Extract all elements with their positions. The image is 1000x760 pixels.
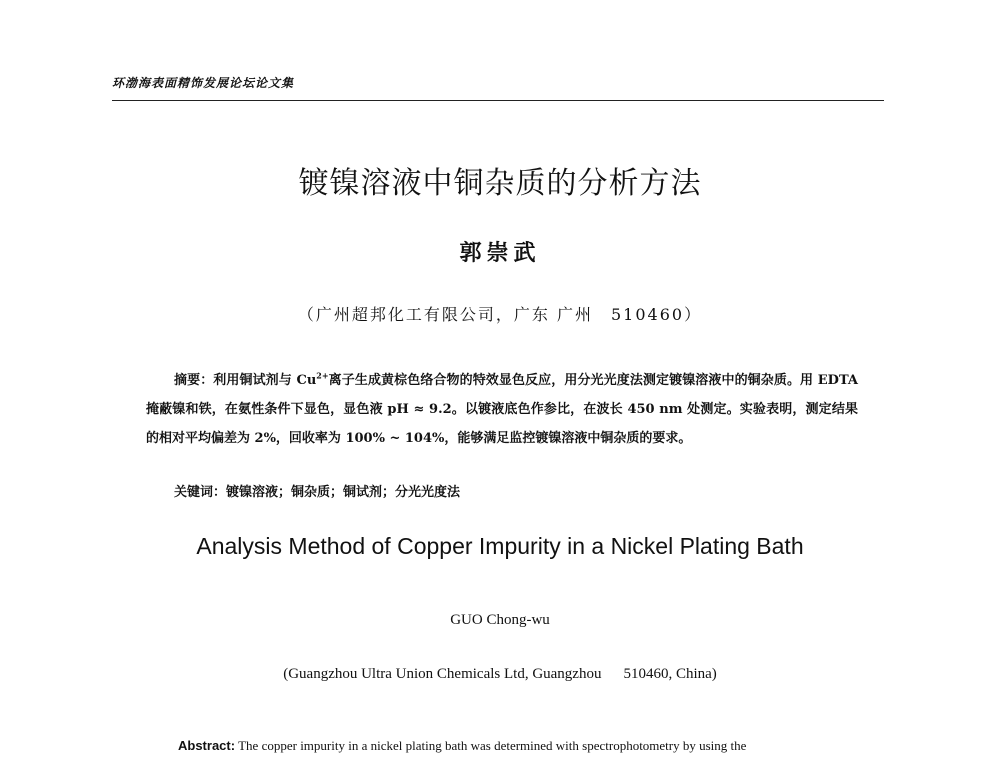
- abstract-cn-text-a: 利用铜试剂与 Cu: [213, 373, 317, 388]
- paper-title-cn: 镀镍溶液中铜杂质的分析方法: [298, 166, 702, 201]
- keywords-cn-text: 镀镍溶液；铜杂质；铜试剂；分光光度法: [226, 485, 461, 500]
- abstract-en: [178, 738, 878, 754]
- abstract-cn: [146, 366, 858, 453]
- affiliation-cn: （广州超邦化工有限公司，广东 广州 510460）: [297, 305, 703, 324]
- affiliation-en-postcode: 510460, China): [623, 666, 717, 682]
- author-en: GUO Chong-wu: [450, 612, 550, 628]
- paper-title-en: Analysis Method of Copper Impurity in a Nickel Plating Bath: [196, 533, 804, 559]
- keywords-cn: [174, 481, 460, 500]
- keywords-cn-label: 关键词：: [174, 485, 227, 500]
- author-cn: 郭崇武: [459, 240, 541, 266]
- abstract-en-label: Abstract: [178, 738, 231, 753]
- affiliation-en: [0, 666, 1000, 683]
- running-header: [112, 74, 884, 101]
- abstract-cn-text-b: 离子生成黄棕色络合物的特效显色反应，用分光光度法测定镀镍溶液中的铜杂质。用 EDTA 掩蔽镍和铁，在氨性条件下显色，显色液 pH ≈ 9.2。以镀液底色作参比，在波长 450 nm 处测定。实验表明，测定结果的相对平均偏差为 2%，回收率为 100% ~ 104%，能够满足监控镀镍溶液中铜杂质的要求。: [146, 373, 858, 446]
- running-title: 环渤海表面精饰发展论坛论文集: [112, 76, 295, 90]
- abstract-cn-superscript: 2+: [316, 370, 329, 381]
- abstract-en-colon: :: [230, 738, 236, 753]
- affiliation-en-org: (Guangzhou Ultra Union Chemicals Ltd, Guangzhou: [283, 666, 602, 682]
- abstract-cn-label: 摘要：: [174, 373, 214, 388]
- abstract-en-text: The copper impurity in a nickel plating bath was determined with spectrophotometry by using the: [238, 738, 747, 753]
